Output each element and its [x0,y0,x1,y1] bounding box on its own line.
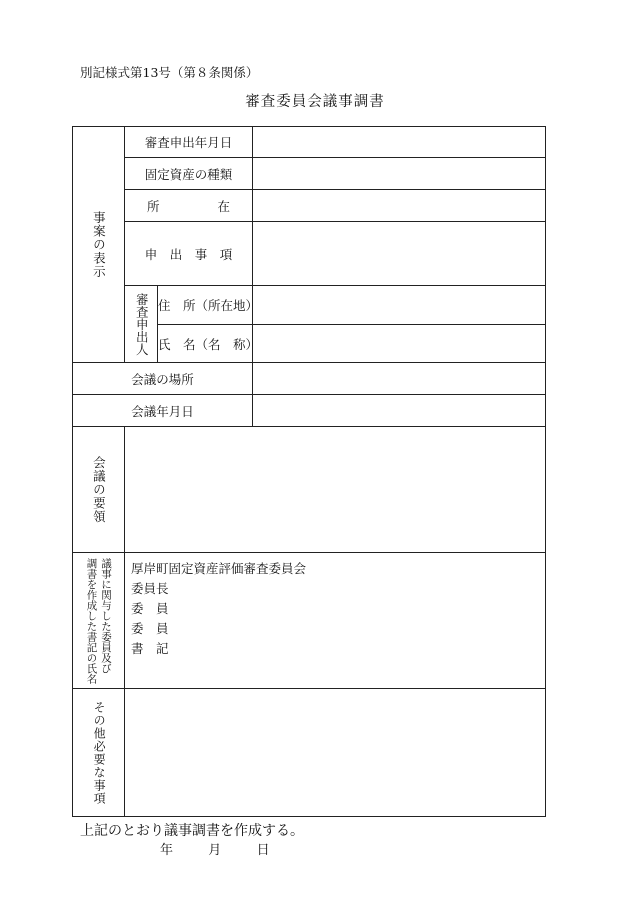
footer-statement: 上記のとおり議事調書を作成する。 [80,823,304,839]
name-label: 氏 名（名 称） [158,325,253,363]
case-display-label-cell [73,127,125,363]
meeting-summary-label: 会議の要領 [91,455,107,524]
clerk-label: 書 記 [131,641,169,656]
address-field[interactable] [253,286,546,325]
member-label-2: 委 員 [131,621,169,636]
meeting-place-field[interactable] [253,363,546,395]
members-label-col1: 議事に関与した委員及び [100,557,112,673]
members-label-col2: 調書を作成した書記の氏名 [85,557,98,684]
asset-type-field[interactable] [253,158,546,190]
meeting-place-label: 会議の場所 [73,363,253,395]
other-label-cell [73,689,125,817]
chair-label: 委員長 [131,581,169,596]
committee-name: 厚岸町固定資産評価審査委員会 [131,561,307,576]
name-field[interactable] [253,325,546,363]
meeting-date-label: 会議年月日 [73,395,253,427]
location-label [125,190,253,222]
form-reference: 別記様式第13号（第８条関係） [80,65,259,80]
location-label-a: 所 [147,198,160,214]
year-label: 年 [160,843,174,858]
request-items-field[interactable] [253,222,546,286]
applicant-label: 審査申出人 [134,292,150,356]
address-label: 住 所（所在地） [158,286,253,325]
meeting-date-field[interactable] [253,395,546,427]
other-field[interactable] [125,689,546,817]
location-field[interactable] [253,190,546,222]
location-label-b: 在 [217,198,231,214]
day-label: 日 [256,843,270,858]
applicant-label-cell [125,286,158,363]
case-display-label: 事案の表示 [91,210,107,279]
member-label-1: 委 員 [131,601,169,616]
month-label: 月 [208,843,222,858]
request-date-field[interactable] [253,127,546,158]
members-label [73,558,124,684]
meeting-summary-field[interactable] [125,427,546,553]
request-items-label: 申 出 事 項 [125,222,253,286]
document-title: 審査委員会議事調書 [245,94,385,110]
minutes-form-table [72,126,546,817]
meeting-summary-label-cell [73,427,125,553]
asset-type-label: 固定資産の種類 [125,158,253,190]
date-line [160,839,270,858]
members-list [125,553,546,689]
other-label: その他必要な事項 [92,700,107,805]
request-date-label: 審査申出年月日 [125,127,253,158]
members-label-cell [73,553,125,689]
